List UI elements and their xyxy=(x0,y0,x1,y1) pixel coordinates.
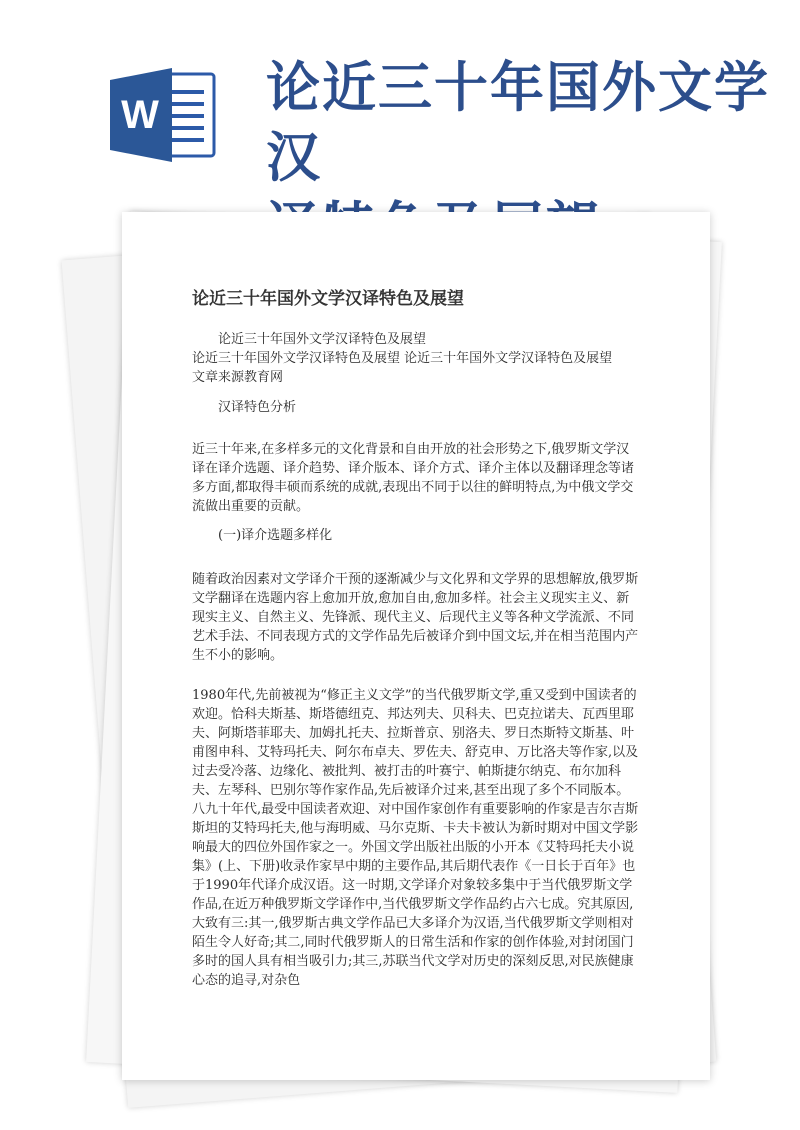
meta-source: 文章来源教育网 xyxy=(192,370,284,385)
word-icon-letter: W xyxy=(121,93,159,137)
subheading-1: (一)译介选题多样化 xyxy=(218,528,333,543)
document-page xyxy=(122,212,710,1080)
section-heading: 汉译特色分析 xyxy=(218,400,297,415)
word-document-icon xyxy=(110,68,218,162)
meta-line-2: 论近三十年国外文学汉译特色及展望 论近三十年国外文学汉译特色及展望 xyxy=(192,351,613,366)
paragraph-3: 1980年代,先前被视为“修正主义文学”的当代俄罗斯文学,重又受到中国读者的欢迎。恰科夫斯基、斯塔德纽克、邦达列夫、贝科夫、巴克拉诺夫、瓦西里耶夫、阿斯塔菲耶夫、加姆扎托夫、拉斯普京、别洛夫、罗日杰斯特文斯基、叶甫图申科、艾特玛托夫、阿尔布卓夫、罗佐夫、舒克申、万比洛夫等作家,以及过去受冷落、边缘化、被批判、被打击的叶赛宁、帕斯捷尔纳克、布尔加科夫、左琴科、巴别尔等作家作品,先后被译介过来,甚至出现了多个不同版本。八九十年代,最受中国读者欢迎、对中国作家创作有重要影响的作家是吉尔吉斯斯坦的艾特玛托夫,他与海明威、马尔克斯、卡夫卡被认为新时期对中国文学影响最大的四位外国作家之一。外国文学出版社出版的小开本《艾特玛托夫小说集》(上、下册)收录作家早中期的主要作品,其后期代表作《一日长于百年》也于1990年代译介成汉语。这一时期,文学译介对象较多集中于当代俄罗斯文学作品,在近万种俄罗斯文学译作中,当代俄罗斯文学作品约占六七成。究其原因,大致有三:其一,俄罗斯古典文学作品已大多译介为汉语,当代俄罗斯文学则相对陌生令人好奇;其二,同时代俄罗斯人的日常生活和作家的创作体验,对封闭国门多时的国人具有相当吸引力;其三,苏联当代文学对历史的深刻反思,对民族健康心态的追寻,对杂色 xyxy=(192,688,639,988)
page-title-line1: 论近三十年国外文学汉 xyxy=(266,55,770,189)
document-title: 论近三十年国外文学汉译特色及展望 xyxy=(192,289,464,309)
meta-line-1: 论近三十年国外文学汉译特色及展望 xyxy=(218,332,427,347)
paragraph-1: 近三十年来,在多样多元的文化背景和自由开放的社会形势之下,俄罗斯文学汉译在译介选题、译介趋势、译介版本、译介方式、译介主体以及翻译理念等诸多方面,都取得丰硕而系统的成就,表现出不同于以往的鲜明特点,为中俄文学交流做出重要的贡献。 xyxy=(192,442,635,514)
paragraph-2: 随着政治因素对文学译介干预的逐渐减少与文化界和文学界的思想解放,俄罗斯文学翻译在选题内容上愈加开放,愈加自由,愈加多样。社会主义现实主义、新现实主义、自然主义、先锋派、现代主义、后现代主义等各种文学流派、不同艺术手法、不同表现方式的文学作品先后被译介到中国文坛,并在相当范围内产生不小的影响。 xyxy=(192,572,639,663)
